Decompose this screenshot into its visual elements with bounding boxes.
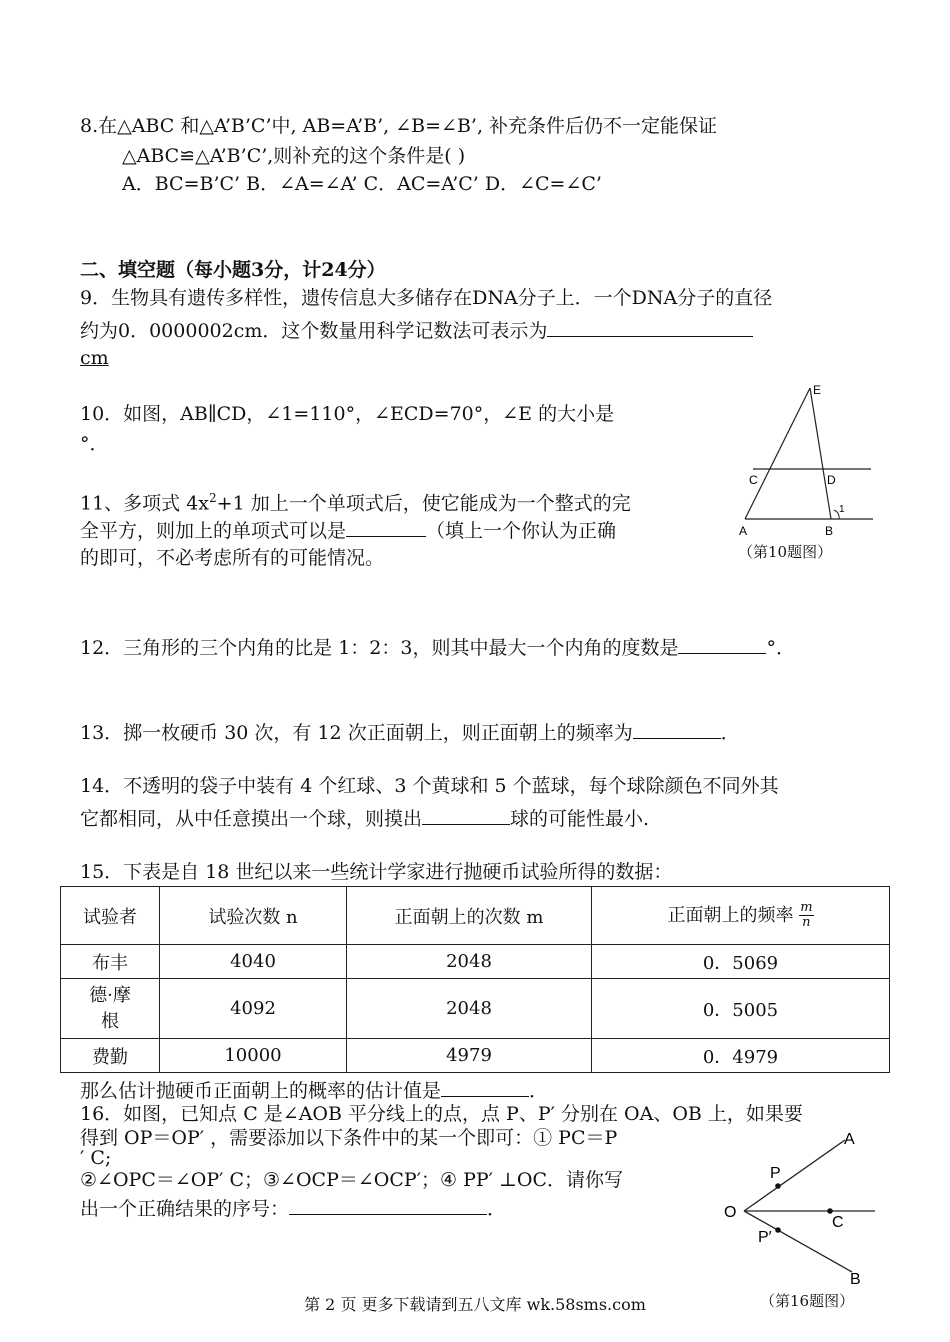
point-p	[775, 1183, 781, 1189]
point-p-prime	[775, 1227, 781, 1233]
q11-line1-post: +1 加上一个单项式后，使它能成为一个整式的完	[216, 492, 631, 515]
fraction-denominator: n	[802, 915, 811, 931]
q15-after	[80, 1076, 548, 1103]
label-a: A	[844, 1131, 855, 1148]
q10-caption: （第10题图）	[738, 543, 833, 561]
q9-line1: 9．生物具有遗传多样性，遗传信息大多储存在DNA分子上．一个DNA分子的直径	[80, 287, 773, 309]
q14-line2	[80, 804, 649, 831]
q11-line2-pre: 全平方，则加上的单项式可以是	[80, 520, 347, 542]
q16-line2: 得到 OP＝OP′ ，需要添加以下条件中的某一个即可：① PC＝P	[80, 1127, 618, 1149]
line-eb	[810, 388, 831, 519]
table-row	[61, 1039, 890, 1073]
q16-line3: ′ C;	[80, 1147, 112, 1169]
cell-name: 布丰	[61, 945, 160, 979]
cell-name-text: 德·摩根	[89, 984, 131, 1032]
q12-answer-blank	[678, 633, 766, 654]
header-trials: 试验次数 n	[160, 887, 347, 945]
q13-post: ．	[720, 722, 740, 744]
q11-line1-pre: 11、多项式 4x	[80, 492, 210, 515]
ray-oa	[744, 1140, 845, 1211]
cell-m: 2048	[347, 979, 592, 1039]
q12-text: 12．三角形的三个内角的比是 1：2：3，则其中最大一个内角的度数是	[80, 637, 679, 659]
q9-line2-text: 约为0．0000002cm．这个数量用科学记数法可表示为	[80, 320, 548, 342]
page-footer: 第 2 页 更多下载请到五八文库 wk.58sms.com	[304, 1295, 646, 1314]
q15-after-post: ．	[529, 1080, 549, 1102]
q13-answer-blank	[633, 718, 721, 739]
q16-line5-text: 出一个正确结果的序号：	[80, 1198, 290, 1220]
table-header-row	[61, 887, 890, 945]
q11-line2	[80, 516, 616, 543]
q9-unit: cm	[80, 347, 109, 369]
label-b: B	[825, 524, 834, 538]
cell-freq: 0．5005	[592, 979, 890, 1039]
q8-line1: 8.在△ABC 和△A’B’C’中, AB=A’B’, ∠B=∠B’, 补充条件后仍不一定能保证	[80, 115, 718, 137]
cell-m: 4979	[347, 1039, 592, 1073]
header-experimenter: 试验者	[61, 887, 160, 945]
q9-answer-blank	[547, 316, 753, 337]
label-a: A	[739, 524, 748, 538]
table-row	[61, 945, 890, 979]
q13-text: 13．掷一枚硬币 30 次，有 12 次正面朝上，则正面朝上的频率为	[80, 722, 633, 744]
q15-intro: 15．下表是自 18 世纪以来一些统计学家进行抛硬币试验所得的数据：	[80, 861, 673, 883]
line-ae	[745, 388, 810, 519]
q16-line5	[80, 1194, 506, 1221]
cell-n: 10000	[160, 1039, 347, 1073]
label-p: P	[770, 1165, 781, 1182]
q13-line	[80, 718, 740, 745]
label-o: O	[724, 1204, 737, 1221]
q12-post: °．	[766, 637, 795, 659]
section2-title: 二、填空题（每小题3分，计24分）	[80, 259, 386, 281]
cell-name: 费勤	[61, 1039, 160, 1073]
cell-n: 4092	[160, 979, 347, 1039]
label-d: D	[827, 473, 836, 487]
q15-table	[60, 886, 890, 1073]
q11-answer-blank	[346, 516, 426, 537]
label-p-prime: P′	[758, 1229, 772, 1246]
header-frequency	[592, 887, 890, 945]
q12-line	[80, 633, 795, 660]
q9-line2	[80, 316, 753, 343]
label-c: C	[832, 1214, 844, 1231]
label-e: E	[813, 383, 822, 397]
q16-line5-post: ．	[487, 1198, 507, 1220]
label-angle-1: 1	[839, 504, 845, 515]
cell-freq: 0．4979	[592, 1039, 890, 1073]
fraction-m-over-n	[799, 901, 813, 930]
q10-figure	[735, 380, 885, 540]
q11-line3: 的即可，不必考虑所有的可能情况。	[80, 547, 385, 569]
fraction-numerator: m	[800, 900, 813, 916]
q16-line1: 16．如图，已知点 C 是∠AOB 平分线上的点，点 P、P′ 分别在 OA、OB 上，如果要	[80, 1103, 803, 1125]
q11-line1	[80, 486, 631, 515]
q15-answer-blank	[441, 1076, 529, 1097]
q8-options: A．BC=B’C’ B．∠A=∠A’ C．AC=A’C’ D．∠C=∠C’	[122, 173, 602, 195]
label-b: B	[850, 1271, 861, 1286]
q14-answer-blank	[422, 804, 510, 825]
q14-line2-post: 球的可能性最小.	[510, 808, 650, 830]
point-c	[827, 1208, 833, 1214]
q10-line1: 10．如图，AB∥CD，∠1=110°，∠ECD=70°，∠E 的大小是	[80, 403, 615, 425]
q16-line4: ②∠OPC＝∠OP′ C；③∠OCP＝∠OCP′；④ PP′ ⊥OC．请你写	[80, 1169, 623, 1191]
cell-name	[61, 979, 160, 1039]
header-heads: 正面朝上的次数 m	[347, 887, 592, 945]
q10-line2: °．	[80, 433, 109, 455]
q16-caption: （第16题图）	[760, 1292, 855, 1310]
q16-figure	[720, 1126, 885, 1286]
cell-m: 2048	[347, 945, 592, 979]
cell-n: 4040	[160, 945, 347, 979]
q14-line1: 14．不透明的袋子中装有 4 个红球、3 个黄球和 5 个蓝球，每个球除颜色不同外其	[80, 775, 779, 797]
q15-after-text: 那么估计抛硬币正面朝上的概率的估计值是	[80, 1080, 442, 1102]
q14-line2-pre: 它都相同，从中任意摸出一个球，则摸出	[80, 808, 423, 830]
q11-exponent: 2	[209, 491, 217, 505]
q11-line2-post: （填上一个你认为正确	[426, 520, 617, 542]
table-row	[61, 979, 890, 1039]
label-c: C	[749, 473, 758, 487]
header-frequency-text: 正面朝上的频率	[667, 904, 794, 926]
q16-answer-blank	[289, 1194, 487, 1215]
q8-line2: △ABC≌△A’B’C’,则补充的这个条件是( )	[122, 145, 466, 167]
cell-freq: 0．5069	[592, 945, 890, 979]
